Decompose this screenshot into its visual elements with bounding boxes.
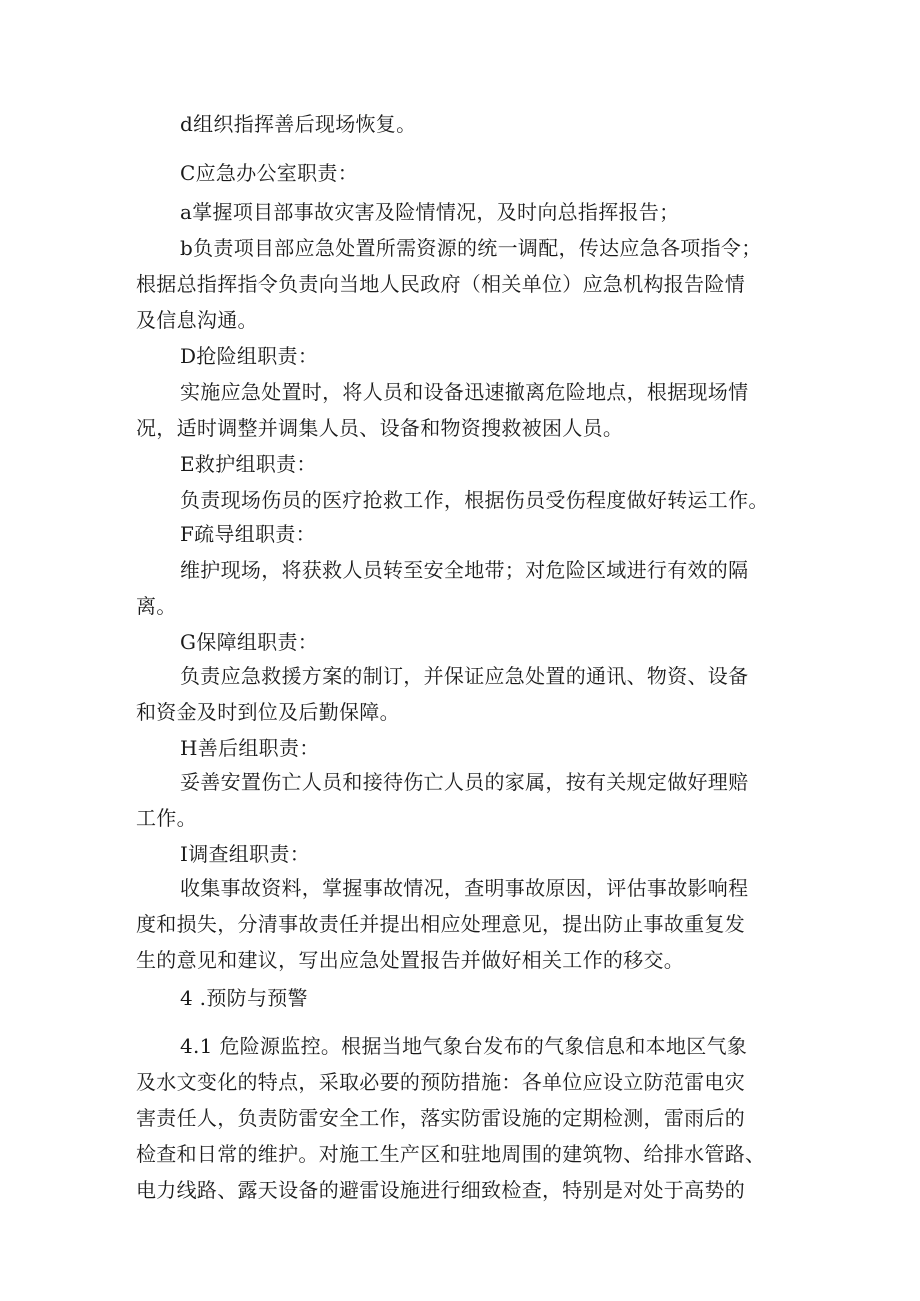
text-line: 4.1 危险源监控。根据当地气象台发布的气象信息和本地区气象 [180,1034,748,1058]
text-line: 况，适时调整并调集人员、设备和物资搜救被困人员。 [136,416,624,440]
text-line: 害责任人，负责防雷安全工作，落实防雷设施的定期检测，雷雨后的 [136,1106,745,1130]
text-line: b负责项目部应急处置所需资源的统一调配，传达应急各项指令； [180,236,762,260]
text-line: 电力线路、露天设备的避雷设施进行细致检查，特别是对处于高势的 [136,1178,745,1202]
section-heading: F疏导组职责： [180,522,316,546]
section-heading: I调查组职责： [180,842,311,866]
text-line: 收集事故资料，掌握事故情况，查明事故原因，评估事故影响程 [180,876,749,900]
text-line: 实施应急处置时，将人员和设备迅速撤离危险地点，根据现场情 [180,380,749,404]
section-heading: 4 .预防与预警 [180,986,308,1010]
section-heading: H善后组职责： [180,736,320,760]
text-line: 及水文变化的特点，采取必要的预防措施：各单位应设立防范雷电灾 [136,1070,745,1094]
text-line: 维护现场，将获救人员转至安全地带；对危险区域进行有效的隔 [180,558,749,582]
section-heading: G保障组职责： [180,630,319,654]
text-line: 妥善安置伤亡人员和接待伤亡人员的家属，按有关规定做好理赔 [180,770,749,794]
text-line: 度和损失，分清事故责任并提出相应处理意见，提出防止事故重复发 [136,912,745,936]
text-line: 和资金及时到位及后勤保障。 [136,700,400,724]
text-line: 根据总指挥指令负责向当地人民政府（相关单位）应急机构报告险情 [136,272,745,296]
section-heading: D抢险组职责： [180,344,319,368]
text-line: a掌握项目部事故灾害及险情情况，及时向总指挥报告； [180,200,680,224]
text-line: 负责现场伤员的医疗抢救工作，根据伤员受伤程度做好转运工作。 [180,488,769,512]
text-line: d组织指挥善后现场恢复。 [180,112,417,136]
text-line: 及信息沟通。 [136,308,258,332]
text-line: 工作。 [136,806,197,830]
text-line: 离。 [136,594,177,618]
text-line: 负责应急救援方案的制订，并保证应急处置的通讯、物资、设备 [180,664,749,688]
section-heading: E救护组职责： [180,452,317,476]
text-line: 检查和日常的维护。对施工生产区和驻地周围的建筑物、给排水管路、 [136,1142,766,1166]
text-line: 生的意见和建议，写出应急处置报告并做好相关工作的移交。 [136,948,685,972]
section-heading: C应急办公室职责： [180,161,359,185]
